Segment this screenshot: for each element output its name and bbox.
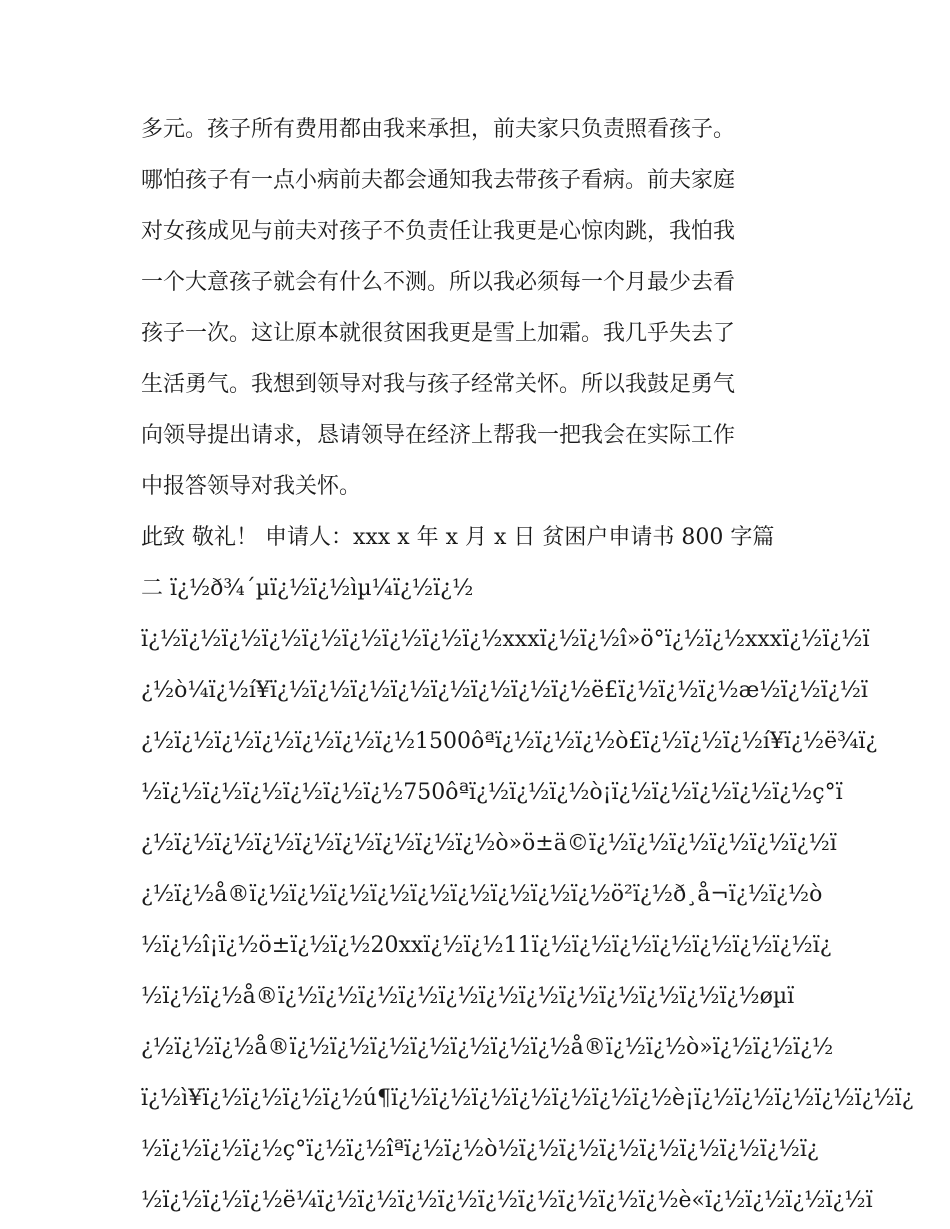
garbled-text-line: ½ï¿½ï¿½å®ï¿½ï¿½ï¿½ï¿½ï¿½ï¿½ï¿½ï¿½ï¿½ï¿½ï¿½ï¿½øµï xyxy=(141,984,795,1009)
garbled-text-line: ½ï¿½î¡ï¿½ö±ï¿½ï¿½20xxï¿½ï¿½11ï¿½ï¿½ï¿½ï¿½ï¿½ï¿½ï¿½ï¿ xyxy=(141,933,832,958)
garbled-text-line: ¿½ï¿½å®ï¿½ï¿½ï¿½ï¿½ï¿½ï¿½ï¿½ï¿½ï¿½ö²ï¿½ð¸å¬ï¿½ï¿½ò xyxy=(141,882,823,907)
garbled-text-line: ½ï¿½ï¿½ï¿½ë¼ï¿½ï¿½ï¿½ï¿½ï¿½ï¿½ï¿½ï¿½ï¿½è«ï¿½ï¿½ï¿½ï¿½ï xyxy=(141,1188,873,1213)
text-line: 哪怕孩子有一点小病前夫都会通知我去带孩子看病。前夫家庭 xyxy=(141,168,736,193)
text-line: 对女孩成见与前夫对孩子不负责任让我更是心惊肉跳，我怕我 xyxy=(141,219,736,244)
garbled-text-line: ¿½ï¿½ï¿½ï¿½ï¿½ï¿½ï¿½1500ôªï¿½ï¿½ï¿½ò£ï¿½ï¿½ï¿½í¥ï¿½ë¾ï¿ xyxy=(141,729,878,754)
text-line: 孩子一次。这让原本就很贫困我更是雪上加霜。我几乎失去了 xyxy=(141,321,736,346)
text-line: 向领导提出请求，恳请领导在经济上帮我一把我会在实际工作 xyxy=(141,423,736,448)
garbled-text-line: ½ï¿½ï¿½ï¿½ï¿½ï¿½ï¿½750ôªï¿½ï¿½ï¿½ò¡ï¿½ï¿½ï¿½ï¿½ï¿½ç°ï xyxy=(141,780,843,805)
garbled-text-line: ï¿½ì¥ï¿½ï¿½ï¿½ï¿½ú¶ï¿½ï¿½ï¿½ï¿½ï¿½ï¿½ï¿½è¡ï¿½ï¿½ï¿½ï¿½ï¿½ï¿ xyxy=(141,1086,914,1111)
text-line: 生活勇气。我想到领导对我与孩子经常关怀。所以我鼓足勇气 xyxy=(141,372,736,397)
garbled-text-line: ¿½ï¿½ï¿½å®ï¿½ï¿½ï¿½ï¿½ï¿½ï¿½ï¿½å®ï¿½ï¿½ò»ï¿½ï¿½ï¿½ xyxy=(141,1035,834,1060)
section-heading: 二 ï¿½ð¾´µï¿½ï¿½ìµ¼ï¿½ï¿½ xyxy=(141,576,474,601)
closing-line: 此致 敬礼！ 申请人：xxx x 年 x 月 x 日 贫困户申请书 800 字篇 xyxy=(141,525,775,550)
garbled-text-line: ½ï¿½ï¿½ï¿½ç°ï¿½ï¿½îªï¿½ï¿½ò½ï¿½ï¿½ï¿½ï¿½ï¿½ï¿½ï¿½ï¿ xyxy=(141,1137,819,1162)
text-line: 一个大意孩子就会有什么不测。所以我必须每一个月最少去看 xyxy=(141,270,736,295)
garbled-text-line: ¿½ï¿½ï¿½ï¿½ï¿½ï¿½ï¿½ï¿½ï¿½ò»ö±ä©ï¿½ï¿½ï¿½ï¿½ï¿½ï¿½ï xyxy=(141,831,837,856)
text-line: 多元。孩子所有费用都由我来承担，前夫家只负责照看孩子。 xyxy=(141,117,736,142)
text-line: 中报答领导对我关怀。 xyxy=(141,474,362,499)
body-text xyxy=(141,104,914,1226)
garbled-text-line: ï¿½ï¿½ï¿½ï¿½ï¿½ï¿½ï¿½ï¿½ï¿½xxxï¿½ï¿½î»ö°ï¿½ï¿½xxxï¿½ï¿½ï xyxy=(141,627,870,652)
garbled-text-line: ¿½ò¼ï¿½í¥ï¿½ï¿½ï¿½ï¿½ï¿½ï¿½ï¿½ï¿½ë£ï¿½ï¿½ï¿½æ½ï¿½ï¿½ï xyxy=(141,678,868,703)
